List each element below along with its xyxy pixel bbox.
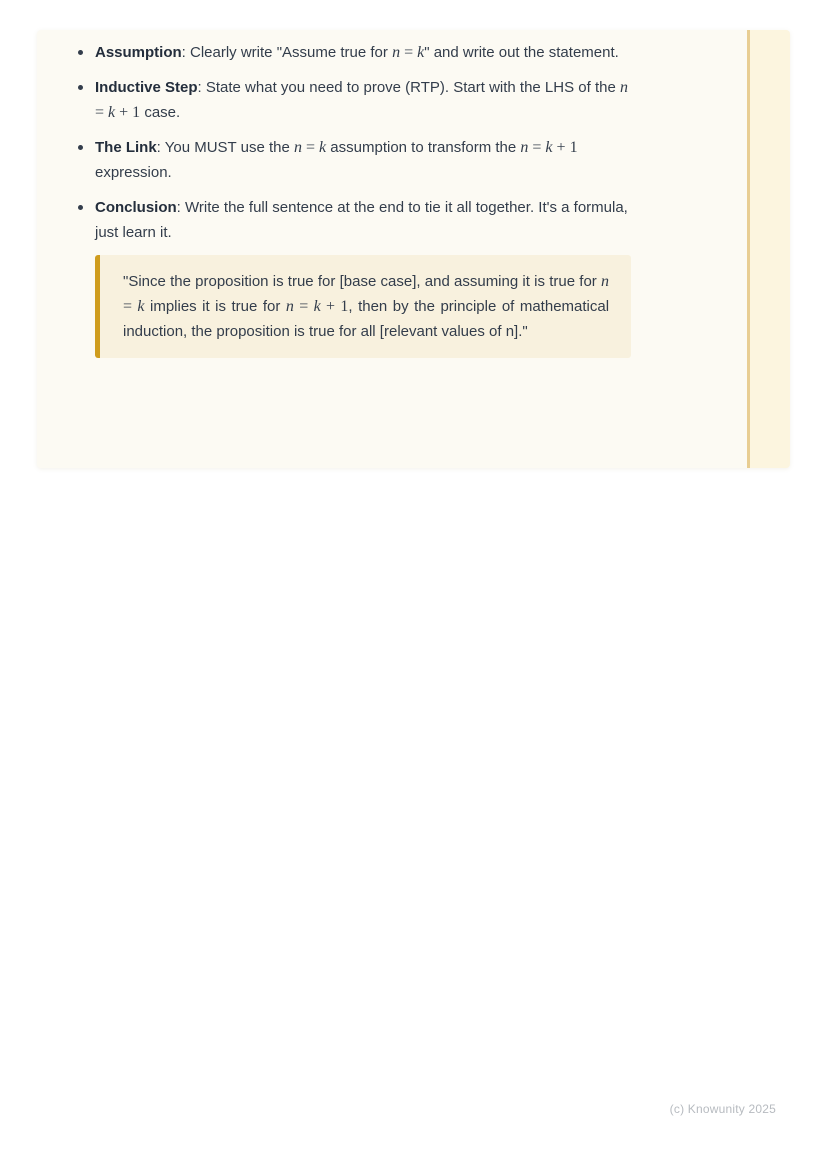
- bullet-term: Conclusion: [95, 199, 177, 216]
- math-expression: n = k: [392, 44, 425, 61]
- text-segment: : You MUST use the: [156, 139, 294, 156]
- bullet-term: Inductive Step: [95, 79, 198, 96]
- text-segment: " and write out the statement.: [424, 44, 619, 61]
- math-expression: n = k: [293, 139, 327, 156]
- quote-text: [123, 269, 609, 344]
- list-item: [95, 40, 630, 65]
- text-segment: , then by the principle of mathematical induction, the proposition is true for all [relevant values of n].": [123, 298, 610, 340]
- text-segment: implies it is true for: [144, 298, 286, 315]
- quote-callout: [95, 255, 631, 358]
- copyright-footer: (c) Knowunity 2025: [669, 1102, 776, 1116]
- list-item: [95, 195, 630, 245]
- text-segment: expression.: [95, 164, 172, 181]
- document-page: [37, 30, 790, 468]
- text-segment: : State what you need to prove (RTP). Start with the LHS of the: [197, 79, 620, 96]
- text-segment: assumption to transform the: [326, 139, 521, 156]
- text-segment: case.: [140, 104, 181, 121]
- margin-stripe: [747, 30, 790, 468]
- list-item: [95, 75, 630, 125]
- text-segment: : Clearly write "Assume true for: [181, 44, 393, 61]
- list-item: [95, 135, 630, 185]
- text-segment: "Since the proposition is true for [base case], and assuming it is true for: [123, 273, 601, 290]
- math-expression: n = k + 1: [95, 79, 628, 121]
- math-expression: n = k + 1: [520, 139, 578, 156]
- bullet-term: The Link: [95, 139, 157, 156]
- math-expression: n = k + 1: [285, 298, 349, 315]
- text-segment: : Write the full sentence at the end to tie it all together. It's a formula, just learn it.: [95, 199, 628, 241]
- bullet-term: Assumption: [95, 44, 182, 61]
- page-content: [95, 40, 631, 358]
- math-expression: n = k: [123, 273, 609, 315]
- bullet-list: [95, 40, 631, 245]
